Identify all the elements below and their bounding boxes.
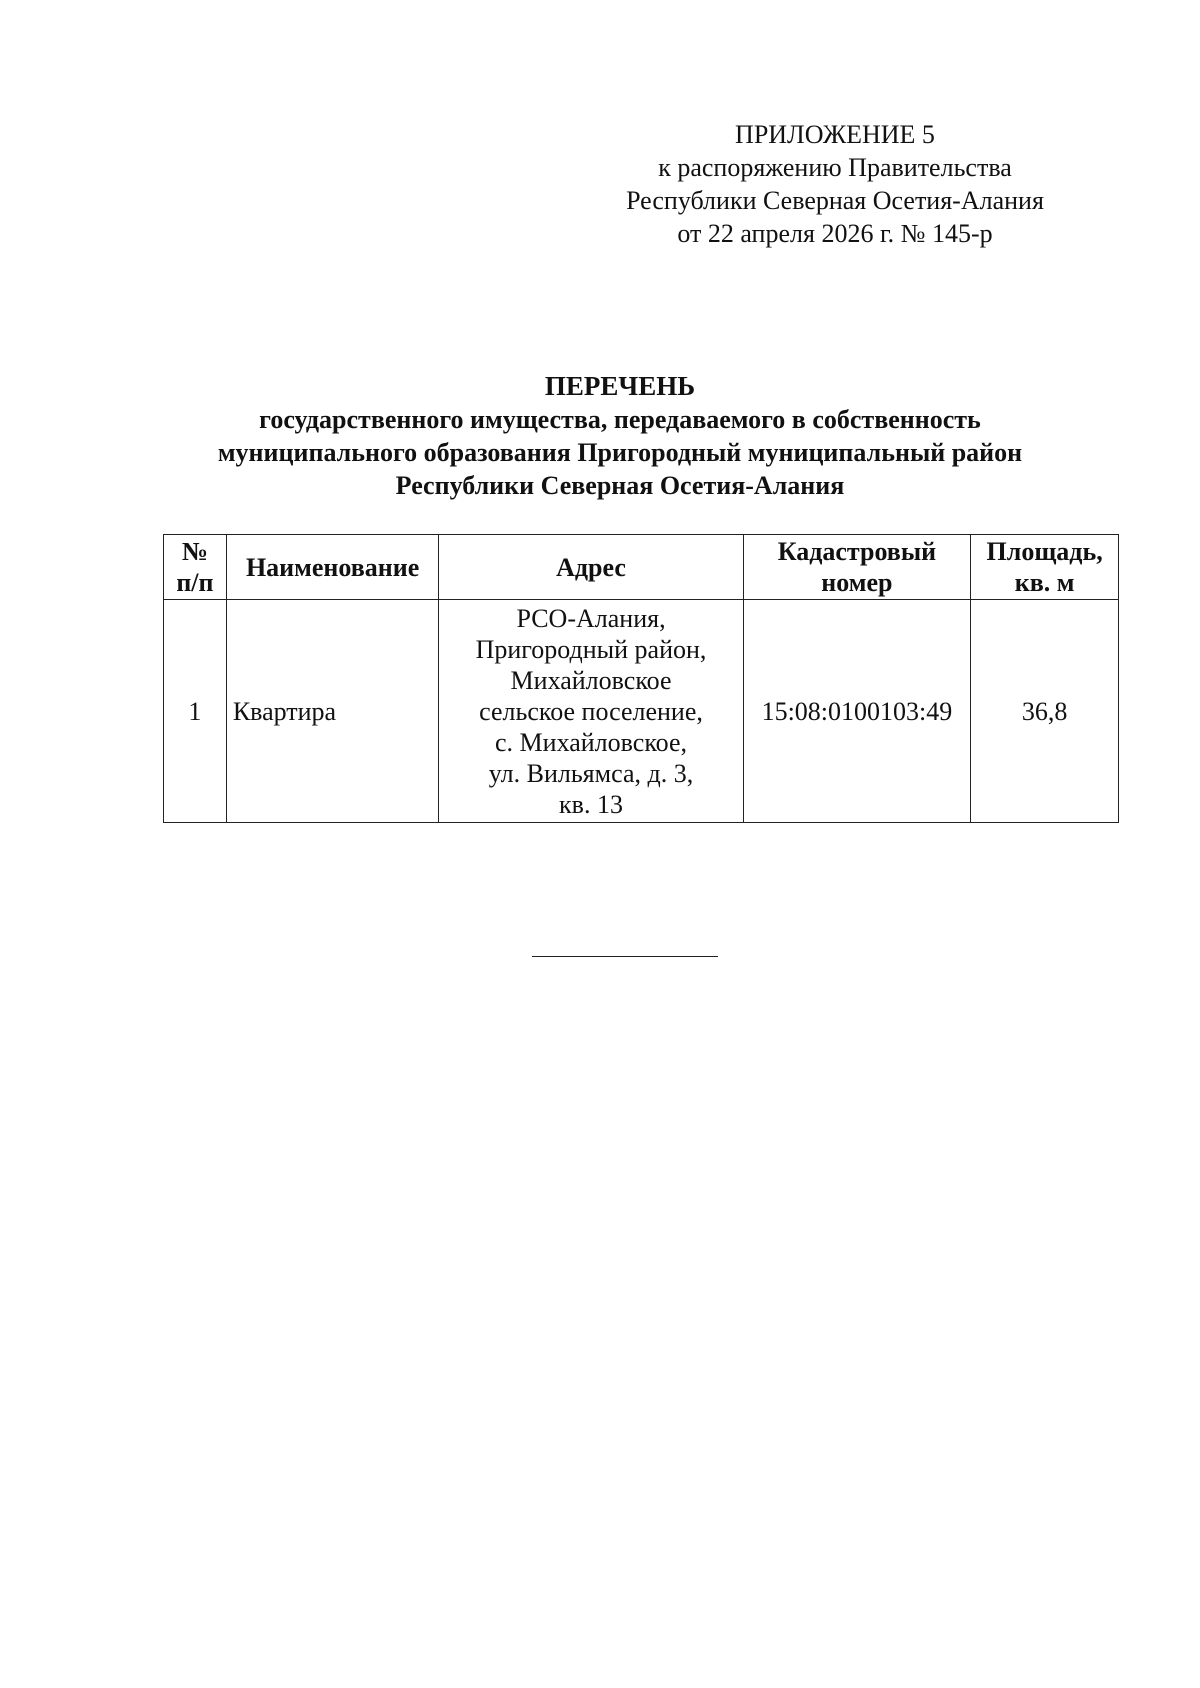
document-title: ПЕРЕЧЕНЬ bbox=[544, 371, 696, 401]
address-line: сельское поселение, bbox=[479, 696, 703, 726]
header-name: Наименование bbox=[226, 535, 439, 600]
heading-line-1: государственного имущества, передаваемого в собственность bbox=[259, 405, 981, 434]
heading-line-3: Республики Северная Осетия-Алания bbox=[395, 471, 845, 500]
appendix-line-1: к распоряжению Правительства bbox=[658, 153, 1012, 182]
header-area bbox=[971, 535, 1119, 600]
table-row bbox=[164, 600, 1119, 823]
header-num bbox=[164, 535, 227, 600]
header-num-line-1: № bbox=[181, 537, 208, 566]
address-line: Пригородный район, bbox=[475, 634, 707, 664]
end-divider bbox=[532, 956, 718, 957]
header-address: Адрес bbox=[439, 535, 743, 600]
appendix-line-3: от 22 апреля 2026 г. № 145-р bbox=[677, 219, 993, 248]
header-cadastral-line-1: Кадастровый bbox=[777, 537, 937, 566]
address-line: кв. 13 bbox=[559, 789, 623, 819]
cell-area: 36,8 bbox=[971, 600, 1119, 823]
header-cadastral-line-2: номер bbox=[821, 568, 893, 597]
header-num-line-2: п/п bbox=[176, 568, 214, 597]
document-heading bbox=[130, 370, 1110, 502]
address-line: с. Михайловское, bbox=[495, 727, 687, 757]
header-area-line-1: Площадь, bbox=[986, 537, 1103, 566]
address-line: ул. Вильямса, д. 3, bbox=[488, 758, 694, 788]
appendix-line-2: Республики Северная Осетия-Алания bbox=[626, 186, 1044, 215]
appendix-title: ПРИЛОЖЕНИЕ 5 bbox=[735, 120, 935, 149]
appendix-block bbox=[610, 118, 1060, 250]
cell-address bbox=[439, 600, 743, 823]
property-table bbox=[163, 534, 1119, 823]
address-line: Михайловское bbox=[510, 665, 672, 695]
header-area-line-2: кв. м bbox=[1014, 568, 1075, 597]
table-header-row bbox=[164, 535, 1119, 600]
address-line: РСО-Алания, bbox=[516, 603, 666, 633]
cell-cadastral: 15:08:0100103:49 bbox=[743, 600, 971, 823]
header-cadastral bbox=[743, 535, 971, 600]
heading-line-2: муниципального образования Пригородный муниципальный район bbox=[217, 438, 1023, 467]
cell-num: 1 bbox=[164, 600, 227, 823]
cell-name: Квартира bbox=[226, 600, 439, 823]
